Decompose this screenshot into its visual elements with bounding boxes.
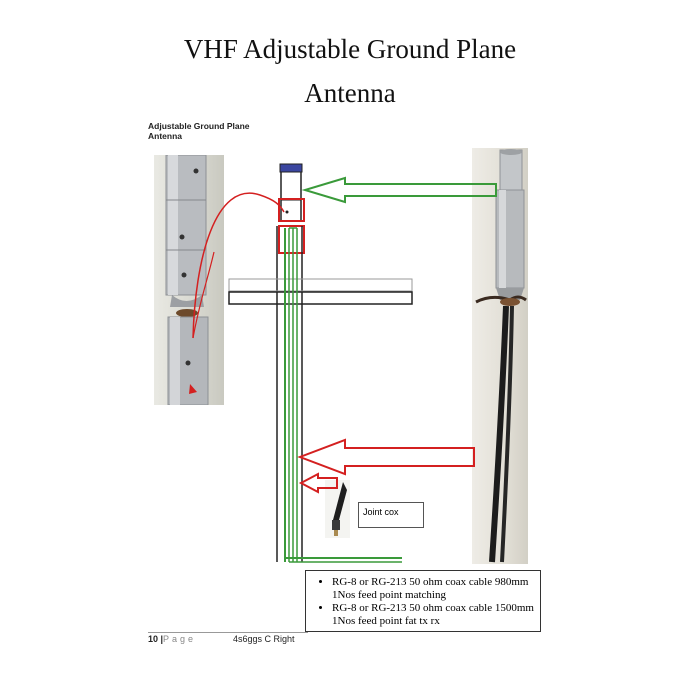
top-cap [280,164,302,172]
joint-label: Joint cox [363,507,399,517]
page-word: Page [163,634,197,644]
figure-heading-line-2: Antenna [148,131,182,141]
ground-plane-outline [229,279,412,291]
green-arrow [305,178,496,202]
page-title-line-2: Antenna [304,78,396,108]
footer-divider [148,632,308,633]
red-connector-curve [193,193,284,338]
figure-heading-line-1: Adjustable Ground Plane [148,121,250,131]
red-arrow-joint [301,474,337,492]
red-arrow-middle [300,440,474,474]
highlight-box-lower [279,226,304,253]
page-reference: 4s6ggs C Right [233,634,295,644]
page-title-line-1: VHF Adjustable Ground Plane [183,34,517,64]
cable-notes-box [305,570,541,632]
ground-plane-radials [229,292,412,304]
page-number: 10 | [148,634,164,644]
cable-note-1: • RG-8 or RG-213 50 ohm coax cable 980mm 1Nos feed point matching [332,576,534,602]
red-curve-tail [189,384,197,394]
cable-note-2: • RG-8 or RG-213 50 ohm coax cable 1500mm 1Nos feed point fat tx rx [332,602,534,628]
cable-notes-list [320,576,534,628]
joint-label-box [358,502,424,528]
